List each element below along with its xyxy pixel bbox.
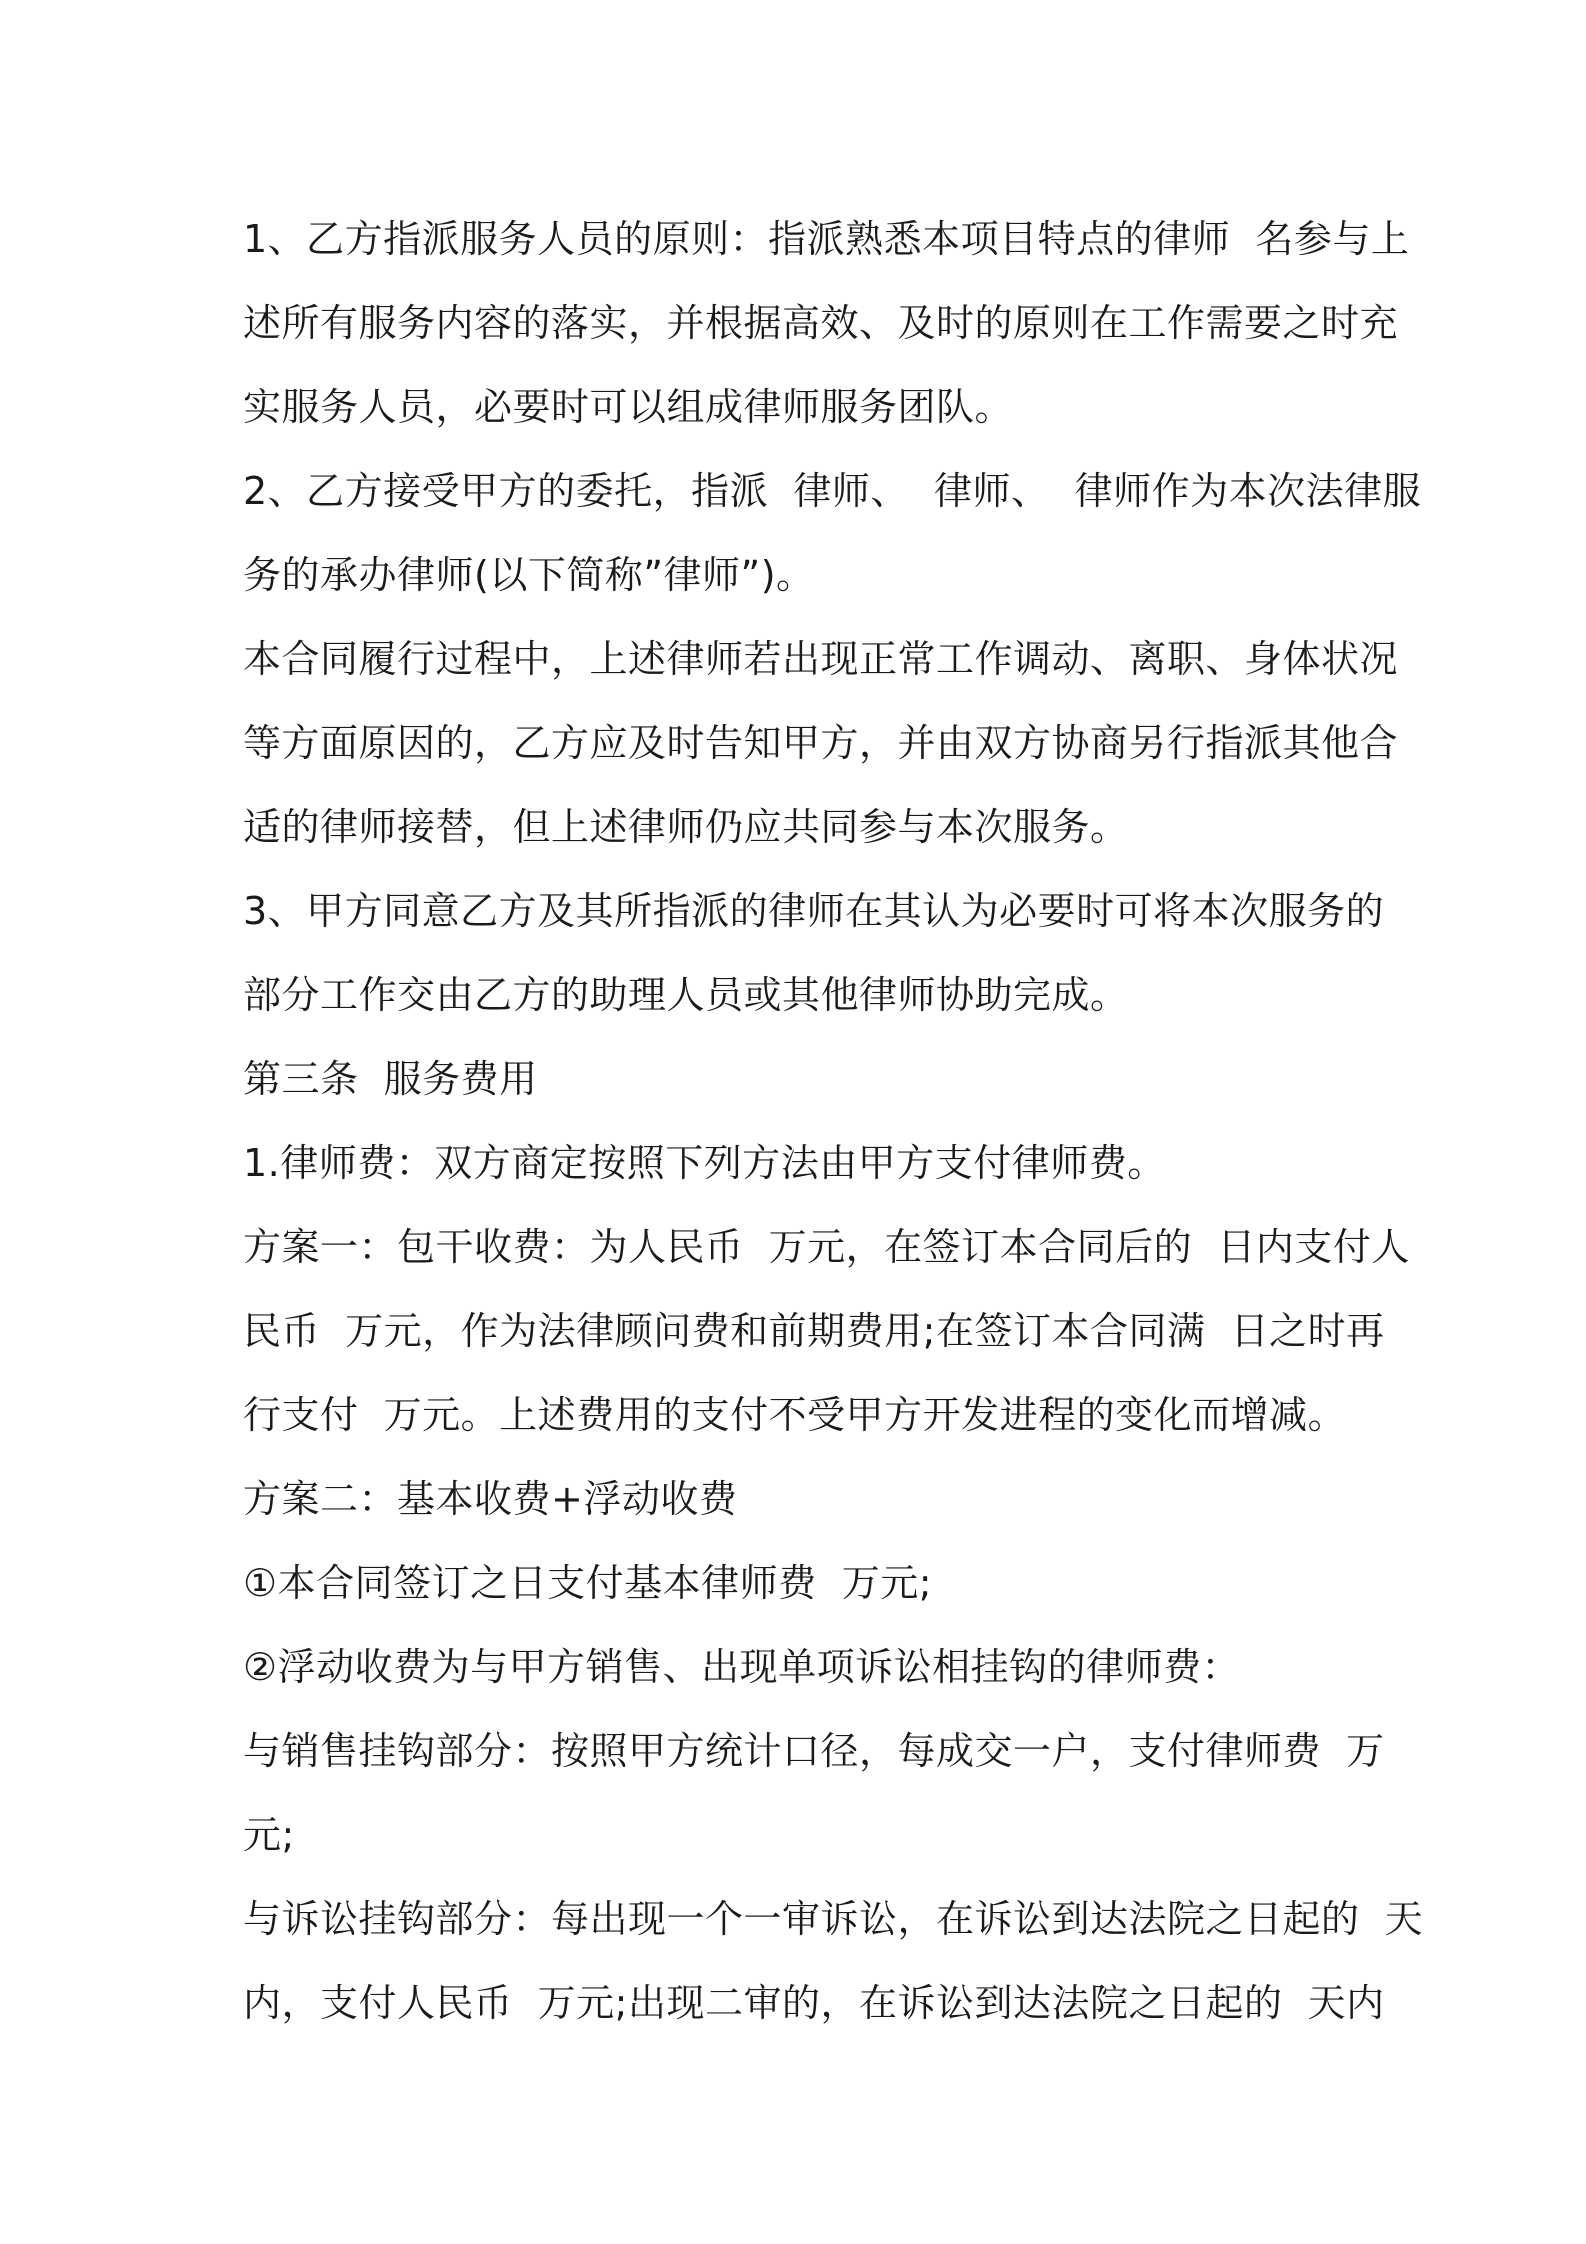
text-line: 等方面原因的，乙方应及时告知甲方，并由双方协商另行指派其他合 [243,721,1399,765]
text-line: 1.律师费：双方商定按照下列方法由甲方支付律师费。 [243,1141,1166,1185]
text-line: 本合同履行过程中，上述律师若出现正常工作调动、离职、身体状况 [243,637,1399,681]
document-body [243,197,1424,2045]
text-line: 行支付 万元。上述费用的支付不受甲方开发进程的变化而增减。 [243,1393,1347,1437]
text-line: 述所有服务内容的落实，并根据高效、及时的原则在工作需要之时充 [243,301,1399,345]
text-line: 1、乙方指派服务人员的原则：指派熟悉本项目特点的律师 名参与上 [243,217,1410,261]
text-line: 2、乙方接受甲方的委托，指派 律师、 律师、 律师作为本次法律服 [243,469,1422,513]
text-line: 方案一：包干收费：为人民币 万元，在签订本合同后的 日内支付人 [243,1225,1410,1269]
text-line: 民币 万元，作为法律顾问费和前期费用;在签订本合同满 日之时再 [243,1309,1385,1353]
text-line: 元; [243,1813,295,1857]
text-line: ①本合同签订之日支付基本律师费 万元; [243,1561,933,1605]
text-line: 与销售挂钩部分：按照甲方统计口径，每成交一户，支付律师费 万 [243,1729,1385,1773]
section-heading: 第三条 服务费用 [243,1057,538,1101]
text-line: ②浮动收费为与甲方销售、出现单项诉讼相挂钩的律师费： [243,1645,1241,1689]
text-line: 3、甲方同意乙方及其所指派的律师在其认为必要时可将本次服务的 [243,889,1385,933]
text-line: 方案二：基本收费+浮动收费 [243,1477,738,1521]
text-line: 务的承办律师(以下简称”律师”)。 [243,553,815,597]
text-line: 适的律师接替，但上述律师仍应共同参与本次服务。 [243,805,1129,849]
text-line: 部分工作交由乙方的助理人员或其他律师协助完成。 [243,973,1129,1017]
text-line: 内，支付人民币 万元;出现二审的，在诉讼到达法院之日起的 天内 [243,1981,1385,2025]
text-line: 实服务人员，必要时可以组成律师服务团队。 [243,385,1014,429]
text-line: 与诉讼挂钩部分：每出现一个一审诉讼，在诉讼到达法院之日起的 天 [243,1897,1424,1941]
